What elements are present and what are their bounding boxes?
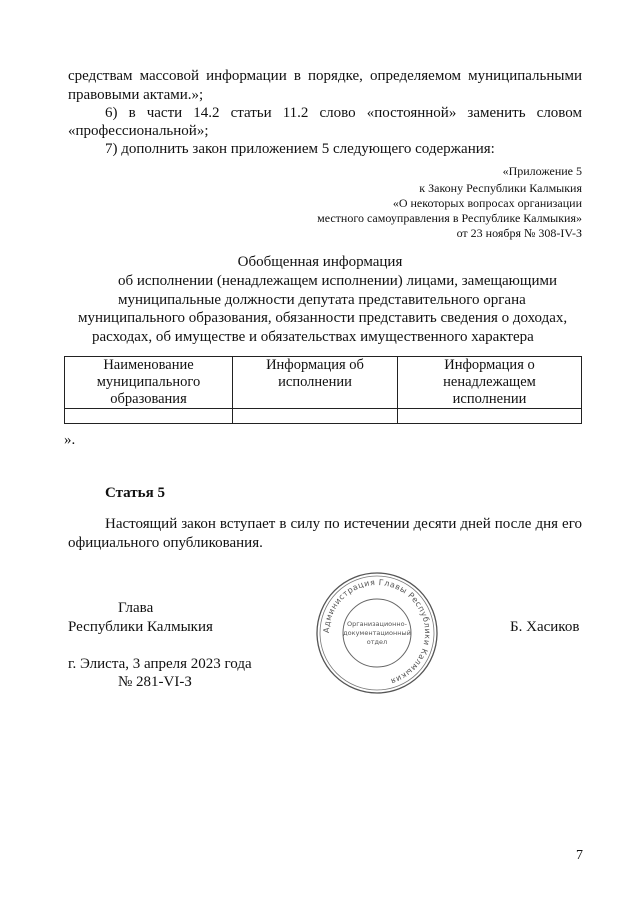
table-header-row: [65, 357, 582, 409]
table-cell: [233, 409, 398, 424]
svg-text:Администрация Главы Республики: Администрация Главы Республики Калмыкия: [321, 577, 433, 686]
signature-title-line-1: Глава: [118, 600, 154, 616]
body-line-4: «профессиональной»;: [68, 123, 209, 139]
svg-text:Организационно-: Организационно-: [346, 620, 408, 628]
info-table: [64, 356, 582, 424]
appendix-header-line-1: «Приложение 5: [502, 164, 582, 178]
svg-text:отдел: отдел: [366, 638, 388, 646]
table-cell: [398, 409, 582, 424]
place-date: г. Элиста, 3 апреля 2023 года: [68, 656, 252, 672]
appendix-title-line-2: об исполнении (ненадлежащем исполнении) лицами, замещающими: [118, 273, 557, 289]
signature-title-line-2: Республики Калмыкия: [68, 619, 213, 635]
appendix-header-line-2: к Закону Республики Калмыкия: [419, 181, 582, 195]
signer-name: Б. Хасиков: [510, 619, 580, 635]
body-line-5: 7) дополнить закон приложением 5 следующего содержания:: [105, 141, 495, 157]
appendix-title-line-1: Обобщенная информация: [237, 254, 403, 270]
table-closing-quote: ».: [64, 432, 76, 448]
article-line-1: Настоящий закон вступает в силу по истечении десяти дней после дня его: [105, 516, 582, 532]
appendix-header-line-4: местного самоуправления в Республике Калмыкия»: [317, 211, 582, 225]
appendix-title-line-3: муниципальные должности депутата представительного органа: [118, 292, 526, 308]
table-header-nonfulfillment: Информация о ненадлежащем исполнении: [398, 357, 582, 409]
official-stamp-icon: [312, 568, 442, 698]
table-header-fulfillment: Информация об исполнении: [233, 357, 398, 409]
appendix-header-line-3: «О некоторых вопросах организации: [392, 196, 582, 210]
appendix-header-line-5: от 23 ноября № 308-IV-З: [456, 226, 582, 240]
appendix-title-line-5: расходах, об имуществе и обязательствах имущественного характера: [92, 329, 534, 345]
law-number: № 281-VI-З: [118, 674, 192, 690]
appendix-title-line-4: муниципального образования, обязанности представить сведения о доходах,: [78, 310, 568, 326]
page-number: 7: [576, 848, 583, 863]
body-line-1: средствам массовой информации в порядке, определяемом муниципальными: [68, 68, 582, 84]
table-row: [65, 409, 582, 424]
body-line-2: правовыми актами.»;: [68, 87, 204, 103]
table-cell: [65, 409, 233, 424]
svg-text:документационный: документационный: [343, 629, 411, 637]
table-header-municipality: Наименование муниципального образования: [65, 357, 233, 409]
article-line-2: официального опубликования.: [68, 535, 263, 551]
article-heading: Статья 5: [105, 485, 165, 501]
body-line-3: 6) в части 14.2 статьи 11.2 слово «постоянной» заменить словом: [105, 105, 582, 121]
